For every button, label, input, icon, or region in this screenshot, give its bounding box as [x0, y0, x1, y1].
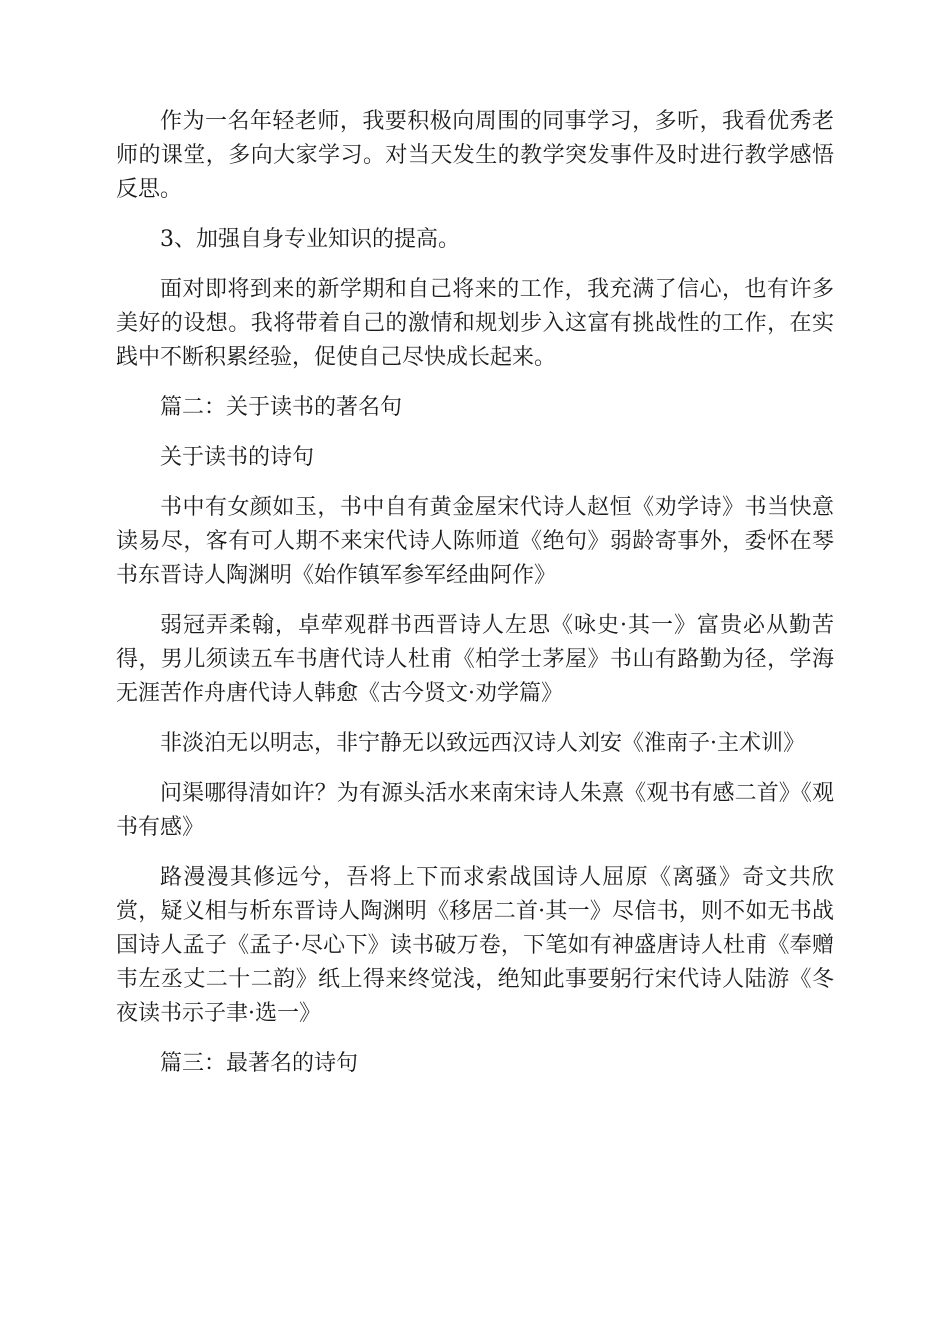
paragraph-poems-1: 书中有女颜如玉，书中自有黄金屋宋代诗人赵恒《劝学诗》书当快意读易尽，客有可人期不来宋代诗人陈师道《绝句》弱龄寄事外，委怀在琴书东晋诗人陶渊明《始作镇军参军经曲阿作》	[116, 495, 834, 588]
paragraph-poems-5: 路漫漫其修远兮，吾将上下而求索战国诗人屈原《离骚》奇文共欣赏，疑义相与析东晋诗人陶渊明《移居二首·其一》尽信书，则不如无书战国诗人孟子《孟子·尽心下》读书破万卷，下笔如有神盛唐诗人杜甫《奉赠韦左丞丈二十二韵》纸上得来终觉浅，绝知此事要躬行宋代诗人陆游《冬夜读书示子聿·选一》	[116, 865, 834, 1026]
document-page	[116, 105, 834, 1097]
section-heading-2: 篇二：关于读书的著名句	[160, 395, 403, 420]
paragraph-outlook: 面对即将到来的新学期和自己将来的工作，我充满了信心，也有许多美好的设想。我将带着自己的激情和规划步入这富有挑战性的工作，在实践中不断积累经验，促使自己尽快成长起来。	[116, 277, 834, 370]
paragraph-poems-4: 问渠哪得清如许？为有源头活水来南宋诗人朱熹《观书有感二首》《观书有感》	[116, 781, 834, 840]
subheading-reading-poems: 关于读书的诗句	[160, 445, 315, 470]
paragraph-heading-3: 3、加强自身专业知识的提高。	[160, 227, 460, 252]
section-heading-3: 篇三：最著名的诗句	[160, 1051, 359, 1076]
paragraph-poems-2: 弱冠弄柔翰，卓荦观群书西晋诗人左思《咏史·其一》富贵必从勤苦得，男儿须读五车书唐代诗人杜甫《柏学士茅屋》书山有路勤为径，学海无涯苦作舟唐代诗人韩愈《古今贤文·劝学篇》	[116, 613, 834, 706]
paragraph-learning: 作为一名年轻老师，我要积极向周围的同事学习，多听，我看优秀老师的课堂，多向大家学习。对当天发生的教学突发事件及时进行教学感悟反思。	[116, 109, 834, 202]
paragraph-poems-3: 非淡泊无以明志，非宁静无以致远西汉诗人刘安《淮南子·主术训》	[160, 731, 805, 756]
